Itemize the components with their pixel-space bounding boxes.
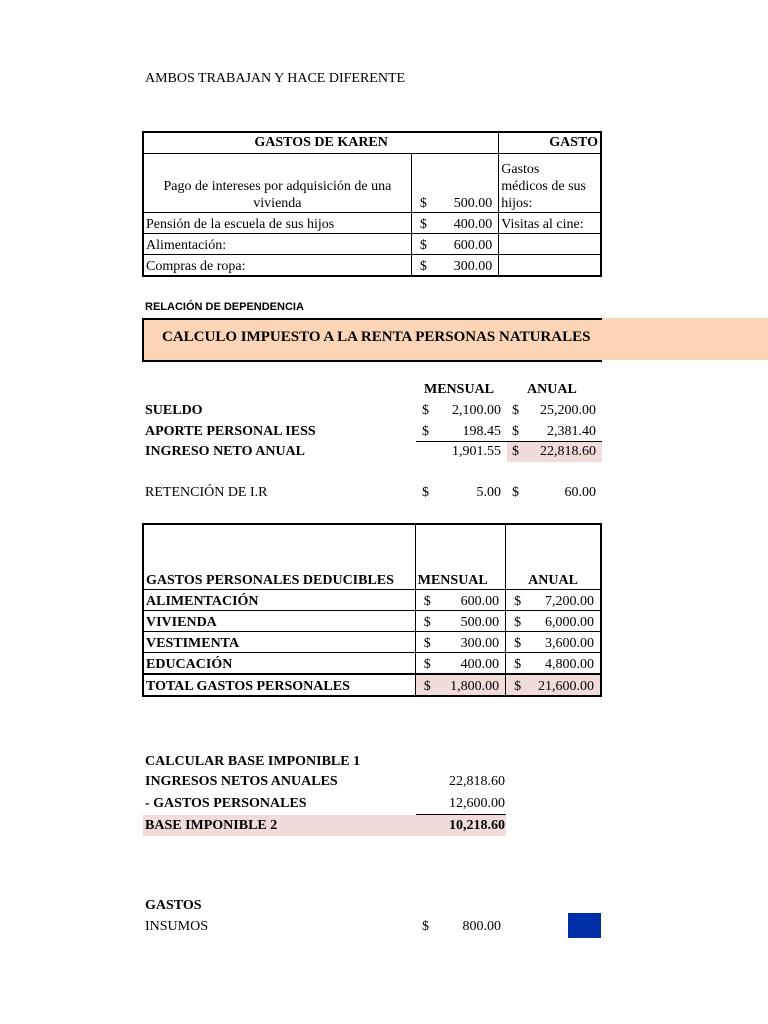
deductible-expenses-table [142,523,602,697]
header-karen: GASTOS DE KAREN [143,132,499,154]
row-right-empty [499,234,601,255]
table-row [143,154,601,213]
table-row: VESTIMENTA $ 300.00 $ 3,600.00 [143,632,601,653]
table-row [143,255,601,277]
row-label-clothes: Compras de ropa: [143,255,411,277]
row-amount: $ 500.00 [411,154,498,213]
total-row: TOTAL GASTOS PERSONALES $ 1,800.00 $ 21,600.00 [143,674,601,696]
document-heading: AMBOS TRABAJAN Y HACE DIFERENTE [145,71,406,86]
table-row: ALIMENTACIÓN $ 600.00 $ 7,200.00 [143,590,601,611]
row-amount: $ 400.00 [411,213,498,234]
row-amount: $ 600.00 [411,234,498,255]
header-right-truncated: GASTO [499,132,601,154]
table-row [143,234,601,255]
header-mensual: MENSUAL [415,524,505,590]
blue-cell-block [568,913,601,938]
gastos-title: GASTOS [145,898,202,913]
header-gastos-deducibles: GASTOS PERSONALES DEDUCIBLES [143,524,415,590]
row-label-food: Alimentación: [143,234,411,255]
col-mensual: MENSUAL [424,382,495,397]
banner-title: CALCULO IMPUESTO A LA RENTA PERSONAS NATURALES [162,329,591,345]
table-row: VIVIENDA $ 500.00 $ 6,000.00 [143,611,601,632]
row-amount: $ 300.00 [411,255,498,277]
table-header-row [143,524,601,590]
karen-expenses-table [142,131,602,277]
header-anual: ANUAL [506,524,601,590]
table-row: EDUCACIÓN $ 400.00 $ 4,800.00 [143,653,601,675]
row-right-medical: Gastos médicos de sus hijos: [499,154,601,213]
tax-banner [142,318,768,360]
row-right-cinema: Visitas al cine: [499,213,601,234]
row-label-school: Pensión de la escuela de sus hijos [143,213,411,234]
table-header-row [143,132,601,154]
table-row [143,213,601,234]
relacion-label: RELACIÓN DE DEPENDENCIA [145,301,304,313]
row-right-empty [499,255,601,277]
col-anual: ANUAL [527,382,577,397]
base-title: CALCULAR BASE IMPONIBLE 1 [145,754,361,769]
row-label-interest: Pago de intereses por adquisición de una vivienda [143,154,411,213]
